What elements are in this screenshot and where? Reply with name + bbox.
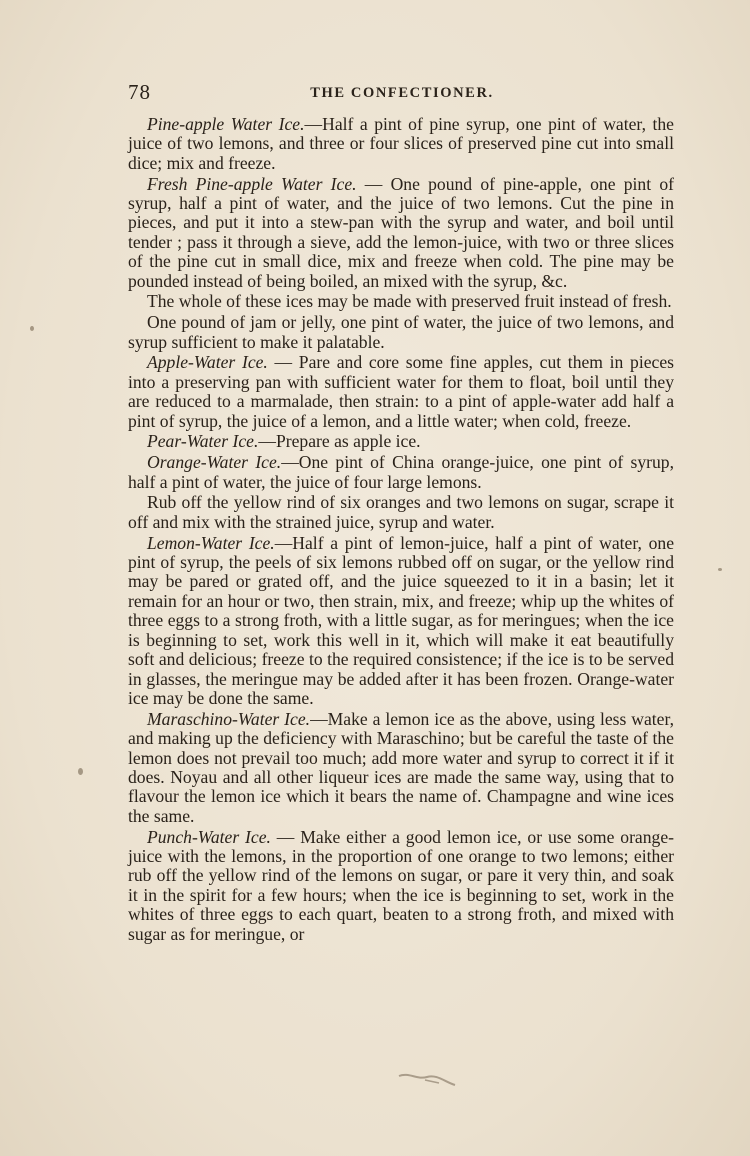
recipe-text bbox=[128, 115, 674, 945]
recipe-body: — One pound of pine-apple, one pint of syrup, half a pint of water, and the juice of two lemons. Cut the pine in pieces, and put it into a stew-pan with the syrup and water, and boil until tender ; pass it through a sieve, add the lemon-juice, with two or three slices of the pine cut in small dice, mix and freeze when cold. The pine may be pounded instead of being boiled, an mixed with the syrup, &c. bbox=[128, 173, 674, 291]
recipe-title: Maraschino-Water Ice. bbox=[147, 708, 311, 729]
running-head: THE CONFECTIONER. bbox=[310, 85, 494, 101]
page-number: 78 bbox=[128, 80, 151, 104]
recipe-body: — Make either a good lemon ice, or use some orange-juice with the lemons, in the proportion of one orange to two lemons; either rub off the yellow rind of the lemons on sugar, or pare it very thin, and soak it in the spirit for a few hours; when the ice is beginning to set, work in the whites of three eggs to each quart, beaten to a strong froth, and mixed with sugar as for meringue, or bbox=[128, 826, 674, 944]
recipe-paragraph bbox=[128, 453, 674, 492]
recipe-paragraph bbox=[128, 828, 674, 944]
recipe-body: —Half a pint of lemon-juice, half a pint of water, one pint of syrup, the peels of six lemons rubbed off on sugar, or the yellow rind may be pared or grated off, and the juice squeezed to it in a basin; let it remain for an hour or two, then strain, mix, and freeze; whip up the whites of three eggs to a strong froth, with a little sugar, as for meringues; when the ice is beginning to set, work this well in it, which will make it eat beautifully soft and delicious; freeze to the required consistence; if the ice is to be served in glasses, the meringue may be added after it has been frozen. Orange-water ice may be done the same. bbox=[128, 532, 674, 708]
recipe-title: Orange-Water Ice. bbox=[147, 452, 282, 473]
recipe-body: One pound of jam or jelly, one pint of water, the juice of two lemons, and syrup sufficient to make it palatable. bbox=[128, 312, 674, 352]
recipe-paragraph bbox=[128, 353, 674, 431]
ink-smudge bbox=[395, 1068, 465, 1090]
recipe-body: The whole of these ices may be made with preserved fruit instead of fresh. bbox=[147, 291, 672, 312]
recipe-body: — Pare and core some fine apples, cut them in pieces into a preserving pan with sufficient water for them to float, boil until they are reduced to a marmalade, then strain: to a pint of apple-water add half a pint of syrup, the juice of a lemon, and a little water; when cold, freeze. bbox=[128, 352, 674, 431]
recipe-paragraph bbox=[128, 493, 674, 532]
recipe-title: Fresh Pine-apple Water Ice. bbox=[147, 173, 357, 194]
recipe-paragraph bbox=[128, 292, 674, 311]
recipe-paragraph bbox=[128, 432, 674, 451]
recipe-body: —Prepare as apple ice. bbox=[258, 431, 421, 452]
paper-speck bbox=[30, 326, 34, 331]
recipe-title: Pear-Water Ice. bbox=[147, 431, 259, 452]
recipe-body: —Make a lemon ice as the above, using less water, and making up the deficiency with Maraschino; but be careful the taste of the lemon does not prevail too much; add more water and syrup to correct it if it does. Noyau and all other liqueur ices are made the same way, using that to flavour the lemon ice which it bears the name of. Champagne and wine ices the same. bbox=[128, 708, 674, 826]
page-header bbox=[128, 80, 676, 106]
recipe-paragraph bbox=[128, 710, 674, 826]
paper-speck bbox=[718, 568, 722, 571]
recipe-title: Punch-Water Ice. bbox=[147, 826, 271, 847]
recipe-paragraph bbox=[128, 175, 674, 291]
recipe-title: Apple-Water Ice. bbox=[147, 352, 268, 373]
recipe-body: —One pint of China orange-juice, one pint of syrup, half a pint of water, the juice of four large lemons. bbox=[128, 452, 675, 492]
recipe-title: Lemon-Water Ice. bbox=[147, 532, 275, 553]
recipe-title: Pine-apple Water Ice. bbox=[147, 114, 305, 134]
recipe-body: Rub off the yellow rind of six oranges and two lemons on sugar, scrape it off and mix with the strained juice, syrup and water. bbox=[128, 492, 674, 532]
recipe-body: —Half a pint of pine syrup, one pint of water, the juice of two lemons, and three or four slices of preserved pine cut into small dice; mix and freeze. bbox=[128, 114, 674, 173]
recipe-paragraph bbox=[128, 115, 674, 173]
recipe-paragraph bbox=[128, 534, 674, 709]
recipe-paragraph bbox=[128, 313, 674, 352]
paper-speck bbox=[78, 768, 83, 775]
